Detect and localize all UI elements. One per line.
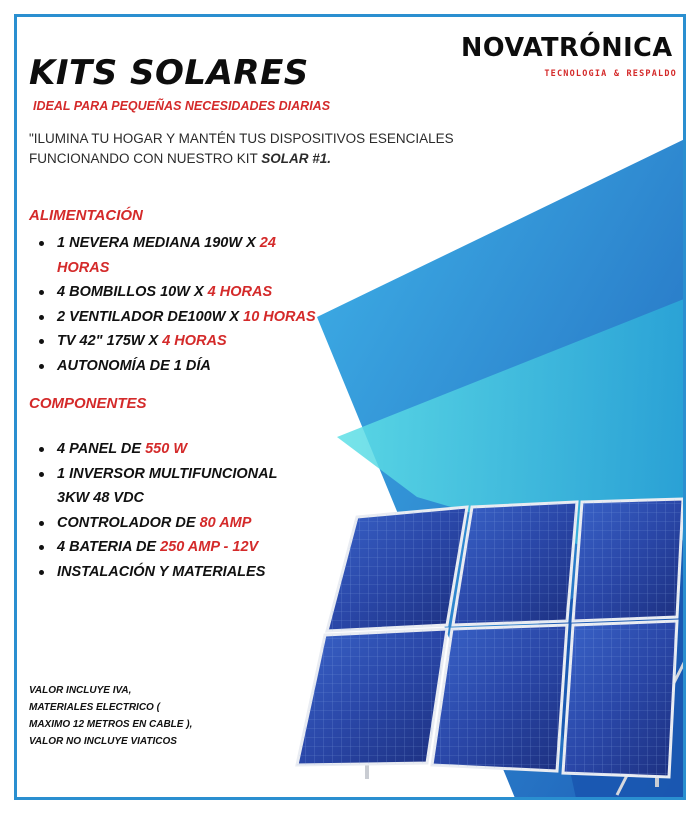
list-item: [37, 535, 277, 560]
note-line: VALOR INCLUYE IVA,: [29, 685, 132, 696]
item-highlight: 10 HORAS: [243, 308, 316, 325]
item-text-line2: 3KW 48 VDC: [57, 490, 145, 506]
item-highlight: 4 HORAS: [207, 284, 273, 300]
item-text: 4 PANEL DE: [57, 441, 146, 457]
list-item: [37, 560, 277, 585]
note-line: MAXIMO 12 METROS EN CABLE ),: [29, 719, 193, 730]
brand-logo: [461, 33, 681, 93]
note-line: MATERIALES ELECTRICO (: [29, 702, 160, 713]
item-text: AUTONOMÍA DE 1 DÍA: [57, 357, 211, 374]
item-highlight: 550 W: [145, 441, 188, 457]
list-item: [37, 462, 277, 511]
item-text: 4 BOMBILLOS 10W X: [57, 284, 208, 300]
item-text: CONTROLADOR DE: [57, 514, 200, 531]
item-text: 1 INVERSOR MULTIFUNCIONAL: [57, 465, 278, 482]
item-text: 1 NEVERA MEDIANA 190W X: [57, 235, 260, 251]
intro-text: [29, 129, 469, 169]
alimentacion-list: [37, 231, 316, 378]
solar-panel-image: [297, 499, 686, 795]
note-line: VALOR NO INCLUYE VIATICOS: [29, 736, 177, 747]
intro-text-bold: SOLAR #1.: [261, 151, 332, 166]
flyer-frame: [14, 14, 686, 800]
list-item: [37, 280, 316, 305]
item-text: 4 BATERIA DE: [57, 539, 161, 555]
item-highlight: 250 AMP - 12V: [160, 539, 259, 555]
price-note: [29, 682, 239, 750]
section-title-alimentacion: ALIMENTACIÓN: [29, 207, 143, 224]
item-highlight-line2: HORAS: [57, 259, 110, 276]
page-title: KITS SOLARES: [29, 53, 309, 93]
brand-tagline: TECNOLOGIA & RESPALDO: [544, 69, 677, 79]
item-highlight: 24: [259, 235, 276, 251]
item-highlight: 4 HORAS: [162, 333, 227, 349]
list-item: [37, 354, 316, 379]
section-title-componentes: COMPONENTES: [29, 395, 147, 412]
list-item: [37, 437, 277, 462]
brand-name: NOVATRÓNICA: [461, 33, 673, 63]
list-item: [37, 231, 316, 280]
list-item: [37, 511, 277, 536]
item-text: INSTALACIÓN Y MATERIALES: [57, 563, 266, 580]
componentes-list: [37, 437, 277, 584]
intro-text-body: "ILUMINA TU HOGAR Y MANTÉN TUS DISPOSITIVOS ESENCIALES FUNCIONANDO CON NUESTRO KIT: [29, 131, 454, 166]
item-text: 2 VENTILADOR DE100W X: [57, 308, 244, 325]
item-text: TV 42" 175W X: [57, 333, 163, 349]
page-subtitle: IDEAL PARA PEQUEÑAS NECESIDADES DIARIAS: [33, 99, 331, 113]
list-item: [37, 305, 316, 330]
list-item: [37, 329, 316, 354]
item-highlight: 80 AMP: [199, 514, 252, 531]
